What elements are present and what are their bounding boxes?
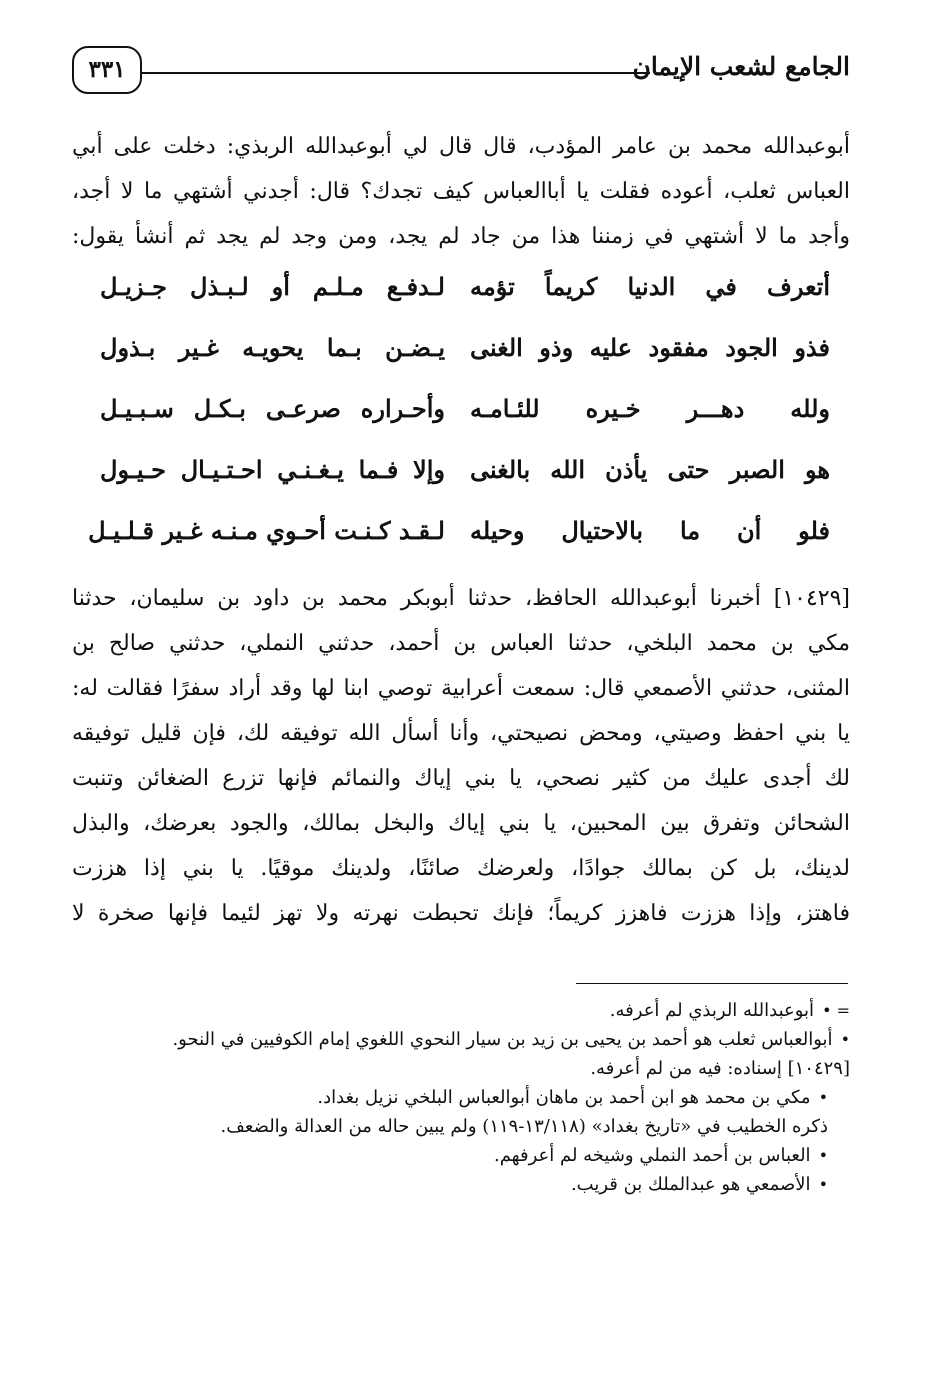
text-line: الشحائن وتفرق بين المحبين، يا بني إياك والبخل بمالك، والجود بعرضك، والبذل <box>72 811 850 836</box>
footnote <box>72 1170 850 1199</box>
text-line: وأجد ما لا أشتهي في زمننا هذا من جاد لم يجد، ومن وجد لم يجد ثم أنشأ يقول: <box>72 224 850 249</box>
verse-first-hemistich: فذو الجود مفقود عليه وذو الغنى <box>470 333 830 362</box>
verse-second-hemistich: لـقـد كـنـت أحـوي مـنـه غـير قـلـيـل <box>88 516 445 545</box>
footnote <box>72 1054 850 1083</box>
hadith-paragraph <box>72 576 850 936</box>
verse-first-hemistich: ولله دهـــر خـيره للئـامـه <box>470 394 830 423</box>
text-line: لدينك، بل كن بمالك جوادًا، ولعرضك صائنًا، ولدينك موقيًا. يا بني إذا هززت <box>72 856 850 881</box>
text-line: مكي بن محمد البلخي، حدثنا العباس بن أحمد، حدثني النملي، حدثني صالح بن <box>72 631 850 656</box>
bullet-icon: • <box>818 1146 828 1165</box>
verse-first-hemistich: فلو أن ما بالاحتيال وحيله <box>470 516 830 545</box>
footnote-text: الأصمعي هو عبدالملك بن قريب. <box>570 1174 811 1195</box>
bullet-icon: • <box>818 1088 828 1107</box>
footnote-text: مكي بن محمد هو ابن أحمد بن ماهان أبوالعباس البلخي نزيل بغداد. <box>317 1087 811 1108</box>
footnote-text: [١٠٤٢٩] إسناده: فيه من لم أعرفه. <box>590 1058 850 1079</box>
bullet-icon: = • <box>822 1001 850 1020</box>
header-rule <box>142 72 650 74</box>
footnote-text: أبوعبدالله الربذي لم أعرفه. <box>609 1000 815 1021</box>
footnotes <box>72 996 850 1199</box>
text-line: فاهتز، وإذا هززت فاهزز كريماً؛ فإنك تحبطت نهرته ولا تهز لئيما فإنها صخرة لا <box>72 901 850 926</box>
page-number: ٣٣١ <box>72 46 142 94</box>
bullet-icon: • <box>818 1175 828 1194</box>
text-line: [١٠٤٢٩] أخبرنا أبوعبدالله الحافظ، حدثنا أبوبكر محمد بن داود بن سليمان، حدثنا <box>72 586 850 611</box>
footnote <box>72 1141 850 1170</box>
verse-second-hemistich: وأحـراره صرعـى بـكـل سـبـيـل <box>100 394 445 423</box>
verse <box>100 394 830 455</box>
footnote <box>72 1083 850 1112</box>
footnote-separator <box>576 983 848 984</box>
poem <box>88 272 830 577</box>
verse-second-hemistich: يـضـن بـما يحويـه غـير بـذول <box>100 333 445 362</box>
book-title: الجامع لشعب الإيمان <box>632 52 850 81</box>
verse <box>100 455 830 516</box>
page-header <box>72 46 850 98</box>
intro-paragraph <box>72 124 850 259</box>
verse-first-hemistich: هو الصبر حتى يأذن الله بالغنى <box>470 455 830 484</box>
footnote <box>72 1112 850 1141</box>
footnote-text: العباس بن أحمد النملي وشيخه لم أعرفهم. <box>493 1145 811 1166</box>
verse <box>100 333 830 394</box>
bullet-icon: • <box>840 1030 850 1049</box>
footnote-text: أبوالعباس ثعلب هو أحمد بن يحيى بن زيد بن سيار النحوي اللغوي إمام الكوفيين في النحو. <box>172 1029 833 1050</box>
text-line: يا بني احفظ وصيتي، ومحض نصيحتي، وأنا أسأل الله توفيقه لك، فإن قليل توفيقه <box>72 721 850 746</box>
verse <box>100 272 830 333</box>
footnote <box>72 1025 850 1054</box>
text-line: المثنى، حدثني الأصمعي قال: سمعت أعرابية توصي ابنا لها وقد أراد سفرًا فقالت له: <box>72 676 850 701</box>
text-line: لك أجدى عليك من كثير نصحي، يا بني إياك والنمائم فإنها تزرع الضغائن وتنبت <box>72 766 850 791</box>
verse-second-hemistich: وإلا فـما يـغـنـي احـتـيـال حـيـول <box>100 455 445 484</box>
footnote <box>72 996 850 1025</box>
verse-second-hemistich: لـدفـع مـلـم أو لـبـذل جـزيـل <box>100 272 445 301</box>
verse <box>88 516 830 577</box>
text-line: أبوعبدالله محمد بن عامر المؤدب، قال قال لي أبوعبدالله الربذي: دخلت على أبي <box>72 134 850 159</box>
text-line: العباس ثعلب، أعوده فقلت يا أباالعباس كيف تجدك؟ قال: أجدني أشتهي ما لا أجد، <box>72 179 850 204</box>
footnote-text: ذكره الخطيب في «تاريخ بغداد» (١٣/١١٨-١١٩) ولم يبين حاله من العدالة والضعف. <box>220 1116 828 1137</box>
verse-first-hemistich: أتعرف في الدنيا كريماً تؤمه <box>470 272 830 301</box>
